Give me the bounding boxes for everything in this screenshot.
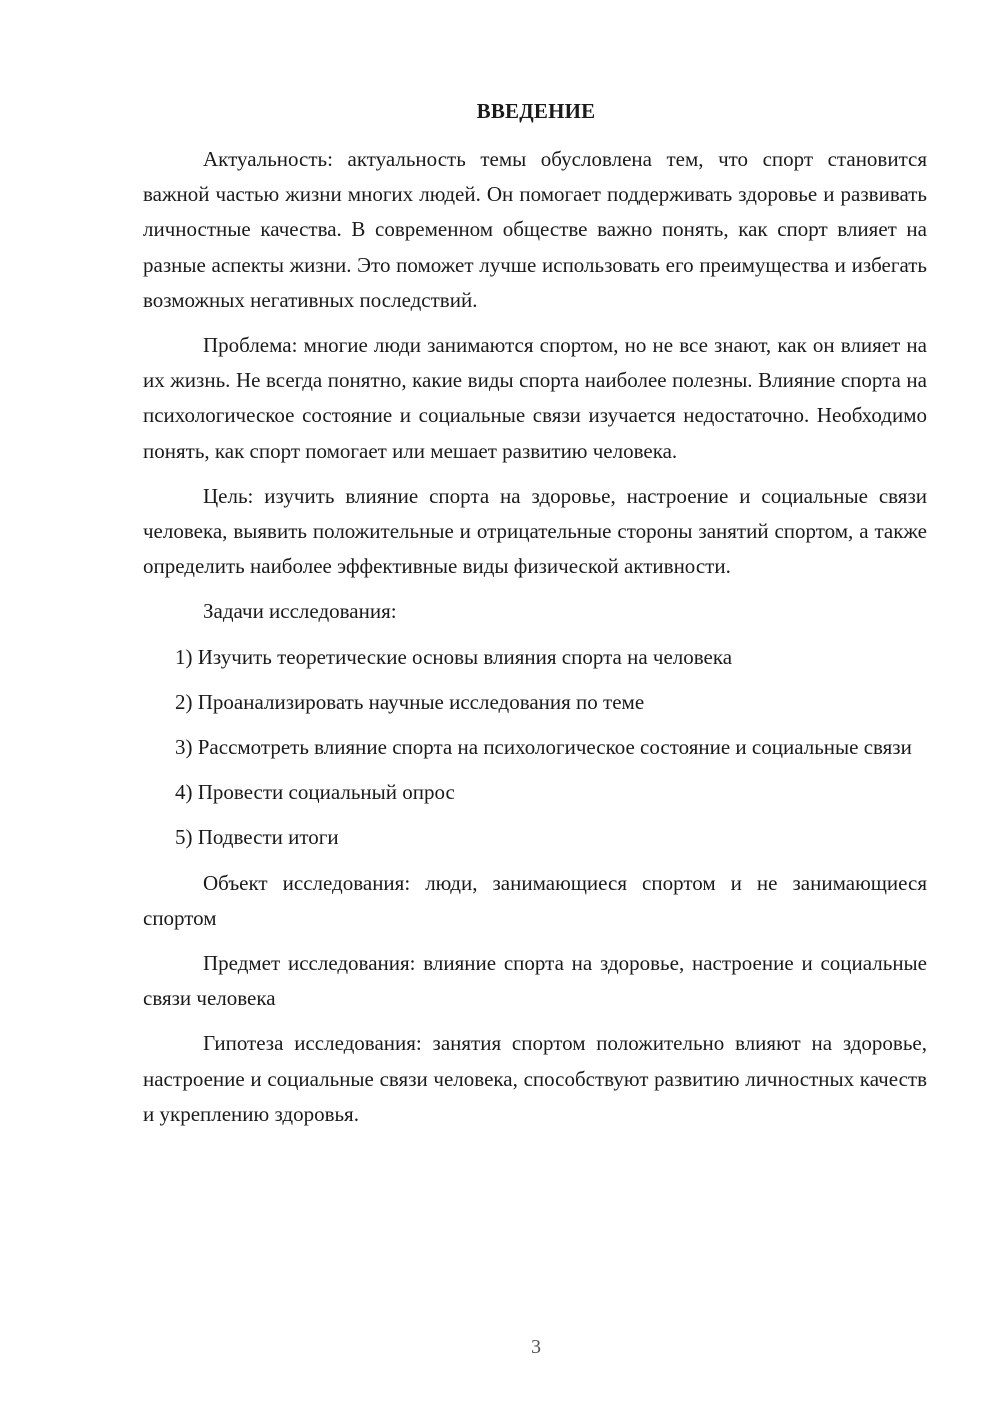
task-item-1: 1) Изучить теоретические основы влияния спорта на человека <box>175 644 733 669</box>
relevance-paragraph: Актуальность: актуальность темы обусловлена тем, что спорт становится важной частью жизни многих людей. Он помогает поддерживать здоровье и развивать личностные качества. В современном обществе важно понять, как спорт влияет на разные аспекты жизни. Это поможет лучше использовать его преимущества и избегать возможных негативных последствий. <box>143 147 927 312</box>
document-body <box>143 142 927 1132</box>
task-item-2: 2) Проанализировать научные исследования по теме <box>175 689 645 714</box>
task-item-4: 4) Провести социальный опрос <box>175 780 455 805</box>
task-item-5: 5) Подвести итоги <box>175 825 339 850</box>
page-title: ВВЕДЕНИЕ <box>476 99 596 123</box>
tasks-heading: Задачи исследования: <box>203 599 397 624</box>
goal-paragraph: Цель: изучить влияние спорта на здоровье, настроение и социальные связи человека, выявить положительные и отрицательные стороны занятий спортом, а также определить наиболее эффективные виды физической активности. <box>143 483 927 579</box>
subject-paragraph: Предмет исследования: влияние спорта на здоровье, настроение и социальные связи человека <box>143 951 927 1011</box>
page-number: 3 <box>531 1336 541 1358</box>
task-item-3: 3) Рассмотреть влияние спорта на психологическое состояние и социальные связи <box>175 735 912 760</box>
object-paragraph: Объект исследования: люди, занимающиеся спортом и не занимающиеся спортом <box>143 870 927 930</box>
problem-paragraph: Проблема: многие люди занимаются спортом, но не все знают, как он влияет на их жизнь. Не всегда понятно, какие виды спорта наиболее полезны. Влияние спорта на психологическое состояние и социальные связи изучается недостаточно. Необходимо понять, как спорт помогает или мешает развитию человека. <box>143 333 927 463</box>
hypothesis-paragraph: Гипотеза исследования: занятия спортом положительно влияют на здоровье, настроение и социальные связи человека, способствуют развитию личностных качеств и укреплению здоровья. <box>143 1031 927 1126</box>
